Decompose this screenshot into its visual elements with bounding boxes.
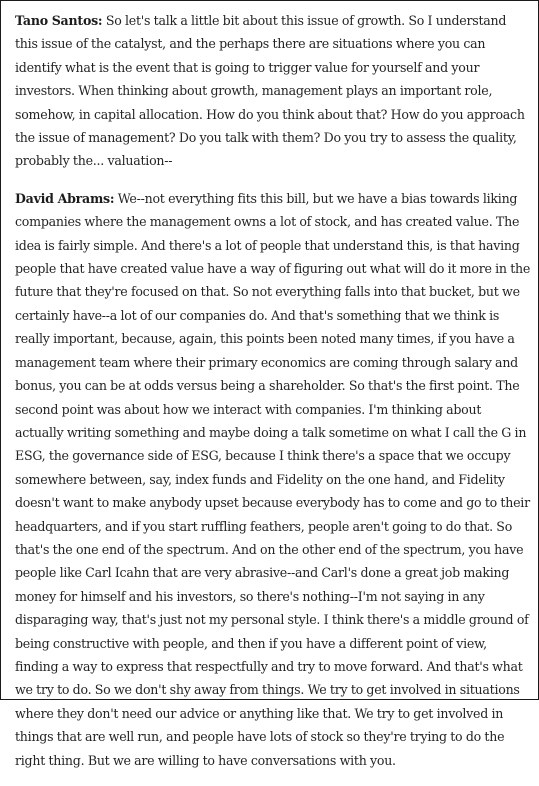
- transcript-body: [15, 9, 531, 786]
- transcript-turn-santos: [15, 9, 531, 173]
- turn-text: So let's talk a little bit about this issue of growth. So I understand this issue of the catalyst, and the perhaps there are situations where you can identify what is the event that is going to trigger value for yourself and your investors. When thinking about growth, management plays an important role, somehow, in capital allocation. How do you think about that? How do you approach the issue of management? Do you talk with them? Do you try to assess the quality, probably the... valuation--: [15, 13, 525, 169]
- speaker-name: Tano Santos:: [15, 13, 103, 28]
- turn-text: We--not everything fits this bill, but we have a bias towards liking companies where the management owns a lot of stock, and has created value. The idea is fairly simple. And there's a lot of people that understand this, is that having people that have created value have a way of figuring out what will do it more in the future that they're focused on that. So not everything falls into that bucket, but we certainly have--a lot of our companies do. And that's something that we think is really important, because, again, this points been noted many times, if you have a management team where their primary economics are coming through salary and bonus, you can be at odds versus being a shareholder. So that's the first point. The second point was about how we interact with companies. I'm thinking about actually writing something and maybe doing a talk sometime on what I call the G in ESG, the governance side of ESG, because I think there's a space that we occupy somewhere between, say, index funds and Fidelity on the one hand, and Fidelity doesn't want to make anybody upset because everybody has to come and go to their headquarters, and if you start ruffling feathers, people aren't going to do that. So that's the one end of the spectrum. And on the other end of the spectrum, you have people like Carl Icahn that are very abrasive--and Carl's done a great job making money for himself and his investors, so there's nothing--I'm not saying in any disparaging way, that's just not my personal style. I think there's a middle ground of being constructive with people, and then if you have a different point of view, finding a way to express that respectfully and try to move forward. And that's what we try to do. So we don't shy away from things. We try to get involved in situations where they don't need our advice or anything like that. We try to get involved in things that are well run, and people have lots of stock so they're trying to do the right thing. But we are willing to have conversations with you.: [15, 190, 531, 768]
- speaker-name: David Abrams:: [15, 190, 115, 206]
- transcript-turn-abrams: [15, 187, 531, 772]
